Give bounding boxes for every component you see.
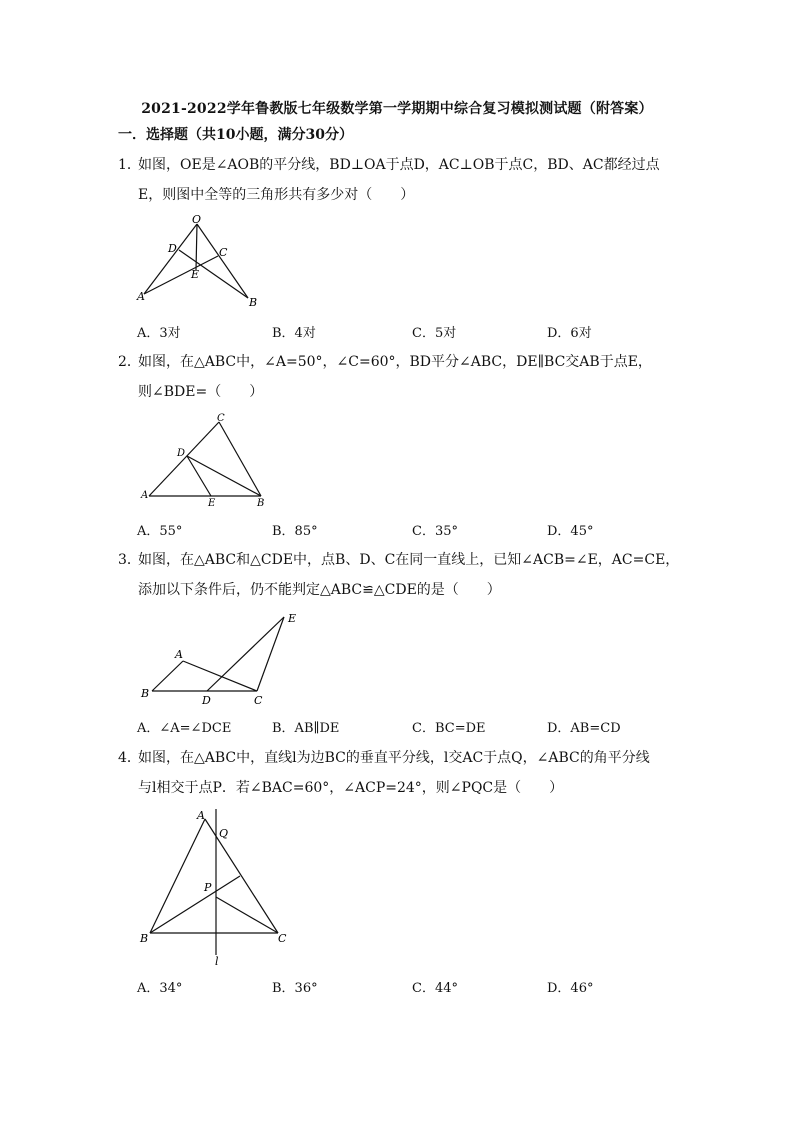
option-d[interactable]: D．AB=CD	[547, 721, 621, 736]
option-a[interactable]: A．3对	[137, 326, 181, 341]
question-text-line2: 与l相交于点P．若∠BAC=60°，∠ACP=24°，则∠PQC是（ ）	[138, 780, 564, 796]
label-C: C	[219, 246, 228, 259]
question-number: 2．	[118, 354, 141, 370]
figure-q2	[135, 410, 275, 510]
question-number: 3．	[118, 552, 141, 568]
label-D: D	[168, 242, 177, 255]
question-number: 1．	[118, 157, 141, 173]
option-a[interactable]: A．∠A=∠DCE	[137, 721, 232, 736]
section-heading: 一．选择题（共10小题，满分30分）	[118, 127, 353, 143]
label-A: A	[197, 809, 205, 822]
question-text-line2: 则∠BDE=（ ）	[138, 384, 264, 400]
option-d[interactable]: D．45°	[547, 524, 594, 539]
question-number: 4．	[118, 750, 141, 766]
label-Q: Q	[219, 827, 229, 840]
label-D: D	[177, 448, 186, 459]
label-C: C	[278, 932, 287, 945]
question-text-line2: E，则图中全等的三角形共有多少对（ ）	[138, 187, 415, 203]
question-4	[118, 743, 688, 803]
label-P: P	[204, 881, 212, 894]
question-text-line1: 如图，在△ABC中，直线l为边BC的垂直平分线，l交AC于点Q，∠ABC的角平分线	[138, 750, 650, 766]
option-a[interactable]: A．34°	[137, 981, 183, 996]
question-text-line2: 添加以下条件后，仍不能判定△ABC≌△CDE的是（ ）	[138, 582, 501, 598]
label-C: C	[254, 694, 263, 707]
question-1	[118, 150, 688, 210]
question-3	[118, 545, 688, 605]
option-b[interactable]: B．4对	[272, 326, 316, 341]
label-A: A	[141, 490, 149, 501]
question-text-line1: 如图，在△ABC和△CDE中，点B、D、C在同一直线上，已知∠ACB=∠E，AC=CE，	[138, 552, 680, 568]
option-b[interactable]: B．85°	[272, 524, 318, 539]
question-text-line1: 如图，OE是∠AOB的平分线，BD⊥OA于点D，AC⊥OB于点C，BD、AC都经过点	[138, 157, 660, 173]
option-b[interactable]: B．36°	[272, 981, 318, 996]
label-A: A	[175, 648, 183, 661]
option-c[interactable]: C．BC=DE	[412, 721, 486, 736]
figure-q4	[130, 805, 300, 970]
document-title: 2021-2022学年鲁教版七年级数学第一学期期中综合复习模拟测试题（附答案）	[141, 101, 653, 117]
option-d[interactable]: D．46°	[547, 981, 594, 996]
option-a[interactable]: A．55°	[137, 524, 183, 539]
option-b[interactable]: B．AB∥DE	[272, 721, 340, 736]
label-C: C	[217, 413, 225, 424]
label-A: A	[137, 290, 145, 303]
label-B: B	[141, 687, 150, 700]
label-l: l	[215, 955, 219, 968]
label-E: E	[208, 498, 216, 509]
label-D: D	[202, 694, 211, 707]
option-c[interactable]: C．44°	[412, 981, 458, 996]
option-c[interactable]: C．35°	[412, 524, 458, 539]
question-2	[118, 347, 688, 407]
label-B: B	[249, 296, 258, 309]
label-B: B	[257, 498, 265, 509]
label-B: B	[140, 932, 149, 945]
figure-q1	[130, 210, 270, 310]
label-E: E	[288, 612, 297, 625]
question-text-line1: 如图，在△ABC中，∠A=50°，∠C=60°，BD平分∠ABC，DE∥BC交AB于点E，	[138, 354, 652, 370]
option-c[interactable]: C．5对	[412, 326, 457, 341]
figure-q3	[130, 605, 310, 710]
option-d[interactable]: D．6对	[547, 326, 592, 341]
label-O: O	[192, 213, 202, 226]
label-E: E	[191, 268, 200, 281]
